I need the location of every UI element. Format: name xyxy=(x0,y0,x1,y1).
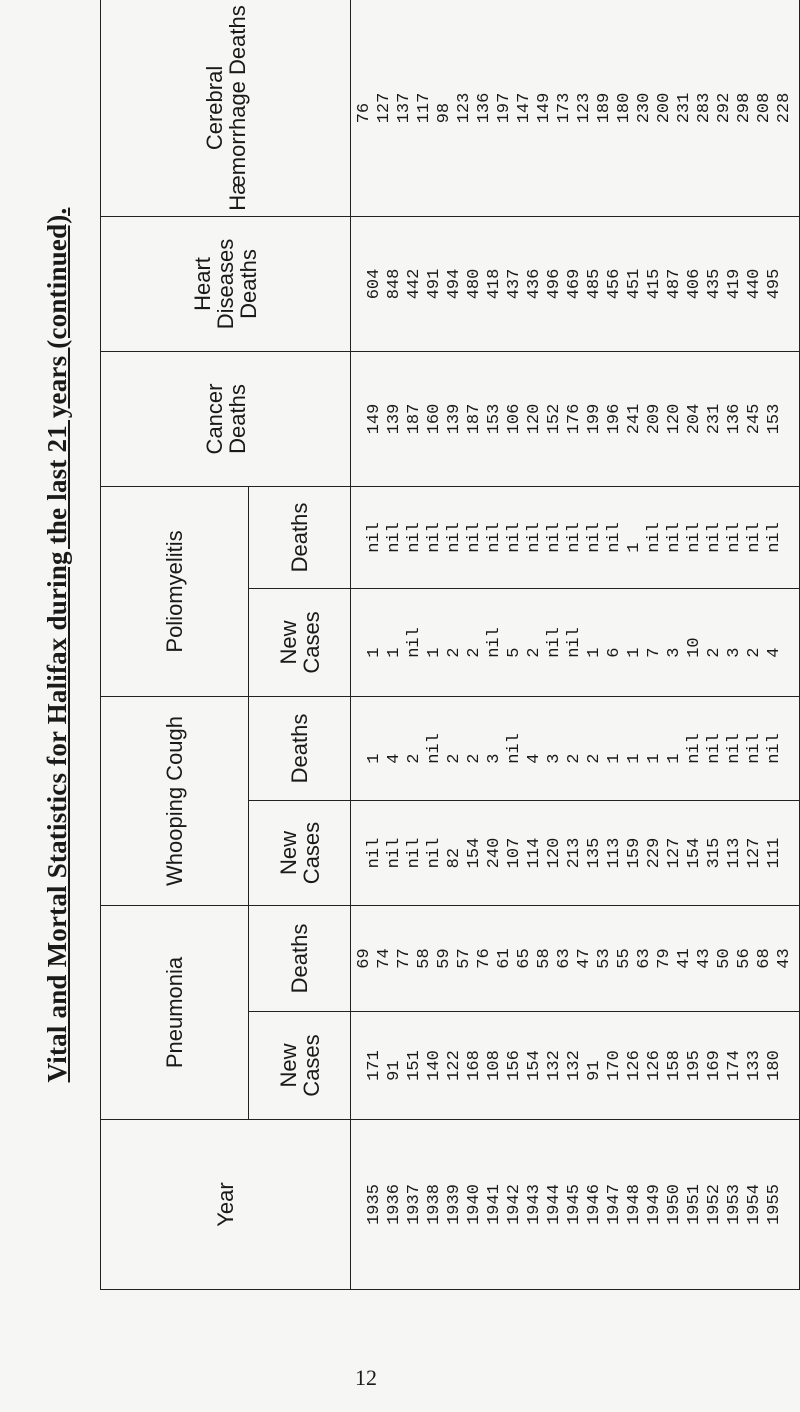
pneumonia-new-cases-values: 171 91 151 140 122 168 108 156 154 132 132 91 170 126 126 158 195 169 174 133 180 xyxy=(365,1050,784,1081)
heart-deaths-column xyxy=(351,216,800,351)
header-heart-deaths: Heart Diseases Deaths xyxy=(101,216,351,351)
whooping-deaths-values: 1 4 2 nil 2 2 3 nil 4 3 2 2 1 1 1 1 nil nil nil nil nil xyxy=(365,733,784,764)
year-column xyxy=(351,1120,800,1290)
statistics-table xyxy=(100,0,800,1290)
header-whooping-new-cases: New Cases xyxy=(249,801,351,906)
header-poliomyelitis: Poliomyelitis xyxy=(101,486,249,696)
polio-deaths-column xyxy=(351,486,800,588)
header-cerebral-deaths: Cerebral Hæmorrhage Deaths xyxy=(101,0,351,216)
heart-deaths-values: 604 848 442 491 494 480 418 437 436 496 469 485 456 451 415 487 406 435 419 440 495 xyxy=(365,268,784,300)
header-cancer-deaths: Cancer Deaths xyxy=(101,351,351,486)
pneumonia-new-cases-column xyxy=(351,1012,800,1120)
whooping-new-cases-values: nil nil nil nil 82 154 240 107 114 120 213 135 113 159 229 127 154 315 113 127 111 xyxy=(365,837,784,869)
header-pneumonia-deaths: Deaths xyxy=(249,906,351,1012)
polio-new-cases-column xyxy=(351,588,800,696)
header-polio-deaths: Deaths xyxy=(249,486,351,588)
page-number: 12 xyxy=(355,1365,377,1390)
cancer-deaths-column xyxy=(351,351,800,486)
year-values: 1935 1936 1937 1938 1939 1940 1941 1942 1943 1944 1945 1946 1947 1948 1949 1950 1951 1952 1953 1954 1955 xyxy=(365,1184,784,1225)
polio-deaths-values: nil nil nil nil nil nil nil nil nil nil nil nil nil 1 nil nil nil nil nil nil nil xyxy=(365,522,784,553)
polio-new-cases-values: 1 1 nil 1 2 2 nil 5 2 nil nil 1 6 1 7 3 10 2 3 2 4 xyxy=(365,627,784,658)
header-pneumonia: Pneumonia xyxy=(101,906,249,1120)
header-year: Year xyxy=(101,1120,351,1290)
cerebral-deaths-column xyxy=(351,0,800,216)
header-polio-new-cases: New Cases xyxy=(249,588,351,696)
pneumonia-deaths-column xyxy=(351,906,800,1012)
header-whooping-cough: Whooping Cough xyxy=(101,696,249,905)
header-pneumonia-new-cases: New Cases xyxy=(249,1012,351,1120)
cancer-deaths-values: 149 139 187 160 139 187 153 106 120 152 176 199 196 241 209 120 204 231 136 245 153 xyxy=(365,403,784,435)
whooping-deaths-column xyxy=(351,696,800,800)
page-title: Vital and Mortal Statistics for Halifax during the last 21 years (continued). xyxy=(42,207,72,1083)
header-whooping-deaths: Deaths xyxy=(249,696,351,800)
cerebral-deaths-values: 76 127 137 117 98 123 136 197 147 149 173 123 189 180 230 200 231 283 292 298 208 228 xyxy=(355,92,794,124)
pneumonia-deaths-values: 69 74 77 58 59 57 76 61 65 58 63 47 53 55 63 79 41 43 50 56 68 43 xyxy=(355,948,794,969)
whooping-new-cases-column xyxy=(351,801,800,906)
